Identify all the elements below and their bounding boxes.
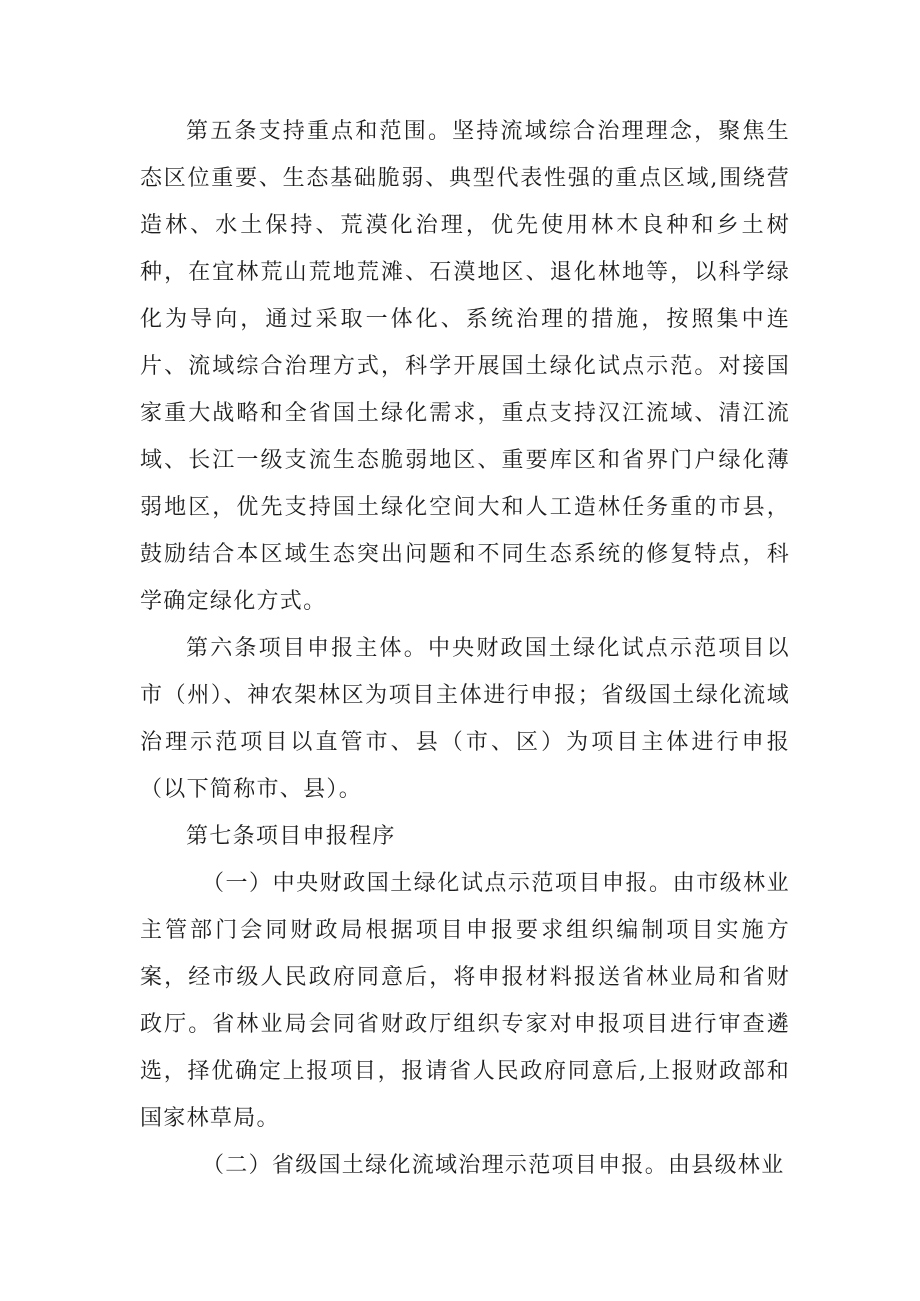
document-body [140, 108, 790, 1189]
article-5-paragraph: 第五条支持重点和范围。坚持流域综合治理理念，聚焦生态区位重要、生态基础脆弱、典型代表性强的重点区域,围绕营造林、水土保持、荒漠化治理，优先使用林木良种和乡土树种，在宜林荒山荒地荒滩、石漠地区、退化林地等，以科学绿化为导向，通过采取一体化、系统治理的措施，按照集中连片、流域综合治理方式，科学开展国土绿化试点示范。对接国家重大战略和全省国土绿化需求，重点支持汉江流域、清江流域、长江一级支流生态脆弱地区、重要库区和省界门户绿化薄弱地区，优先支持国土绿化空间大和人工造林任务重的市县，鼓励结合本区域生态突出问题和不同生态系统的修复特点，科学确定绿化方式。 [140, 119, 790, 614]
article-6-paragraph: 第六条项目申报主体。中央财政国土绿化试点示范项目以市（州）、神农架林区为项目主体进行申报；省级国土绿化流域治理示范项目以直管市、县（市、区）为项目主体进行申报（以下简称市、县）。 [140, 636, 790, 802]
article-7-item-1-paragraph: （一）中央财政国土绿化试点示范项目申报。由市级林业主管部门会同财政局根据项目申报要求组织编制项目实施方案，经市级人民政府同意后，将申报材料报送省林业局和省财政厅。省林业局会同省财政厅组织专家对申报项目进行审查遴选，择优确定上报项目，报请省人民政府同意后,上报财政部和国家林草局。 [140, 871, 790, 1131]
article-7-heading: 第七条项目申报程序 [186, 824, 396, 849]
article-7-item-2-paragraph: （二）省级国土绿化流域治理示范项目申报。由县级林业 [202, 1153, 785, 1178]
